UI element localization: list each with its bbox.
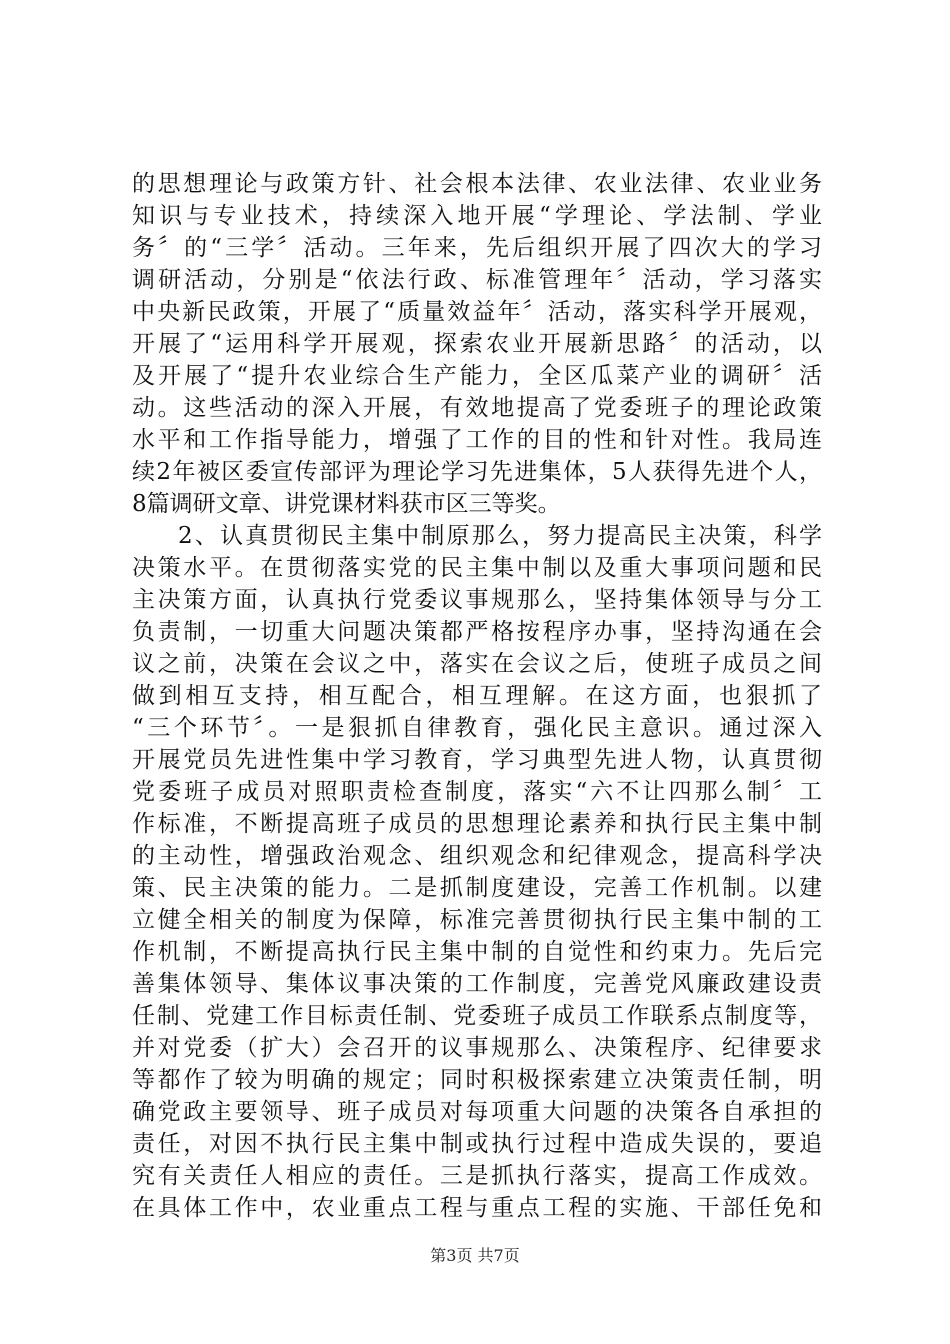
body-text [132, 168, 822, 1224]
text-line: 开展了“运用科学开展观，探索农业开展新思路〞的活动，以 [132, 331, 822, 357]
text-line: 善集体领导、集体议事决策的工作制度，完善党风廉政建设责 [132, 971, 822, 997]
text-line: 及开展了“提升农业综合生产能力，全区瓜菜产业的调研〞活 [132, 363, 822, 389]
text-line: 的主动性，增强政治观念、组织观念和纪律观念，提高科学决 [132, 843, 822, 869]
text-line: 作标准，不断提高班子成员的思想理论素养和执行民主集中制 [132, 811, 822, 837]
text-line: 等都作了较为明确的规定；同时积极探索建立决策责任制，明 [132, 1067, 822, 1093]
text-line: 开展党员先进性集中学习教育，学习典型先进人物，认真贯彻 [132, 747, 822, 773]
text-line: “三个环节〞。一是狠抓自律教育，强化民主意识。通过深入 [132, 715, 822, 741]
text-line: 中央新民政策，开展了“质量效益年〞活动，落实科学开展观， [132, 299, 822, 325]
text-line: 党委班子成员对照职责检查制度，落实“六不让四那么制〞工 [132, 779, 822, 805]
text-line: 议之前，决策在会议之中，落实在会议之后，使班子成员之间 [132, 651, 822, 677]
text-line: 水平和工作指导能力，增强了工作的目的性和针对性。我局连 [132, 427, 822, 453]
text-line: 任制、党建工作目标责任制、党委班子成员工作联系点制度等， [132, 1003, 822, 1029]
text-line: 究有关责任人相应的责任。三是抓执行落实，提高工作成效。 [132, 1163, 822, 1189]
text-line: 策、民主决策的能力。二是抓制度建设，完善工作机制。以建 [132, 875, 822, 901]
paragraph-start-line: 2、认真贯彻民主集中制原那么，努力提高民主决策，科学 [178, 523, 822, 549]
text-line: 续2年被区委宣传部评为理论学习先进集体，5人获得先进个人， [132, 459, 822, 485]
text-line: 的思想理论与政策方针、社会根本法律、农业法律、农业业务 [132, 171, 822, 197]
text-line: 确党政主要领导、班子成员对每项重大问题的决策各自承担的 [132, 1099, 822, 1125]
text-line: 务〞的“三学〞活动。三年来，先后组织开展了四次大的学习 [132, 235, 822, 261]
text-line: 动。这些活动的深入开展，有效地提高了党委班子的理论政策 [132, 395, 822, 421]
text-line: 主决策方面，认真执行党委议事规那么，坚持集体领导与分工 [132, 587, 822, 613]
paragraph-end-line: 8篇调研文章、讲党课材料获市区三等奖。 [132, 491, 561, 517]
page-number-footer: 第3页 共7页 [430, 1246, 520, 1265]
text-line: 知识与专业技术，持续深入地开展“学理论、学法制、学业 [132, 203, 822, 229]
text-line: 在具体工作中，农业重点工程与重点工程的实施、干部任免和 [132, 1195, 822, 1221]
text-line: 作机制，不断提高执行民主集中制的自觉性和约束力。先后完 [132, 939, 822, 965]
text-line: 负责制，一切重大问题决策都严格按程序办事，坚持沟通在会 [132, 619, 822, 645]
text-line: 调研活动，分别是“依法行政、标准管理年〞活动，学习落实 [132, 267, 822, 293]
text-line: 立健全相关的制度为保障，标准完善贯彻执行民主集中制的工 [132, 907, 822, 933]
text-line: 并对党委（扩大）会召开的议事规那么、决策程序、纪律要求 [132, 1035, 822, 1061]
text-line: 责任，对因不执行民主集中制或执行过程中造成失误的，要追 [132, 1131, 822, 1157]
text-line: 决策水平。在贯彻落实党的民主集中制以及重大事项问题和民 [132, 555, 822, 581]
text-line: 做到相互支持，相互配合，相互理解。在这方面，也狠抓了 [132, 683, 822, 709]
